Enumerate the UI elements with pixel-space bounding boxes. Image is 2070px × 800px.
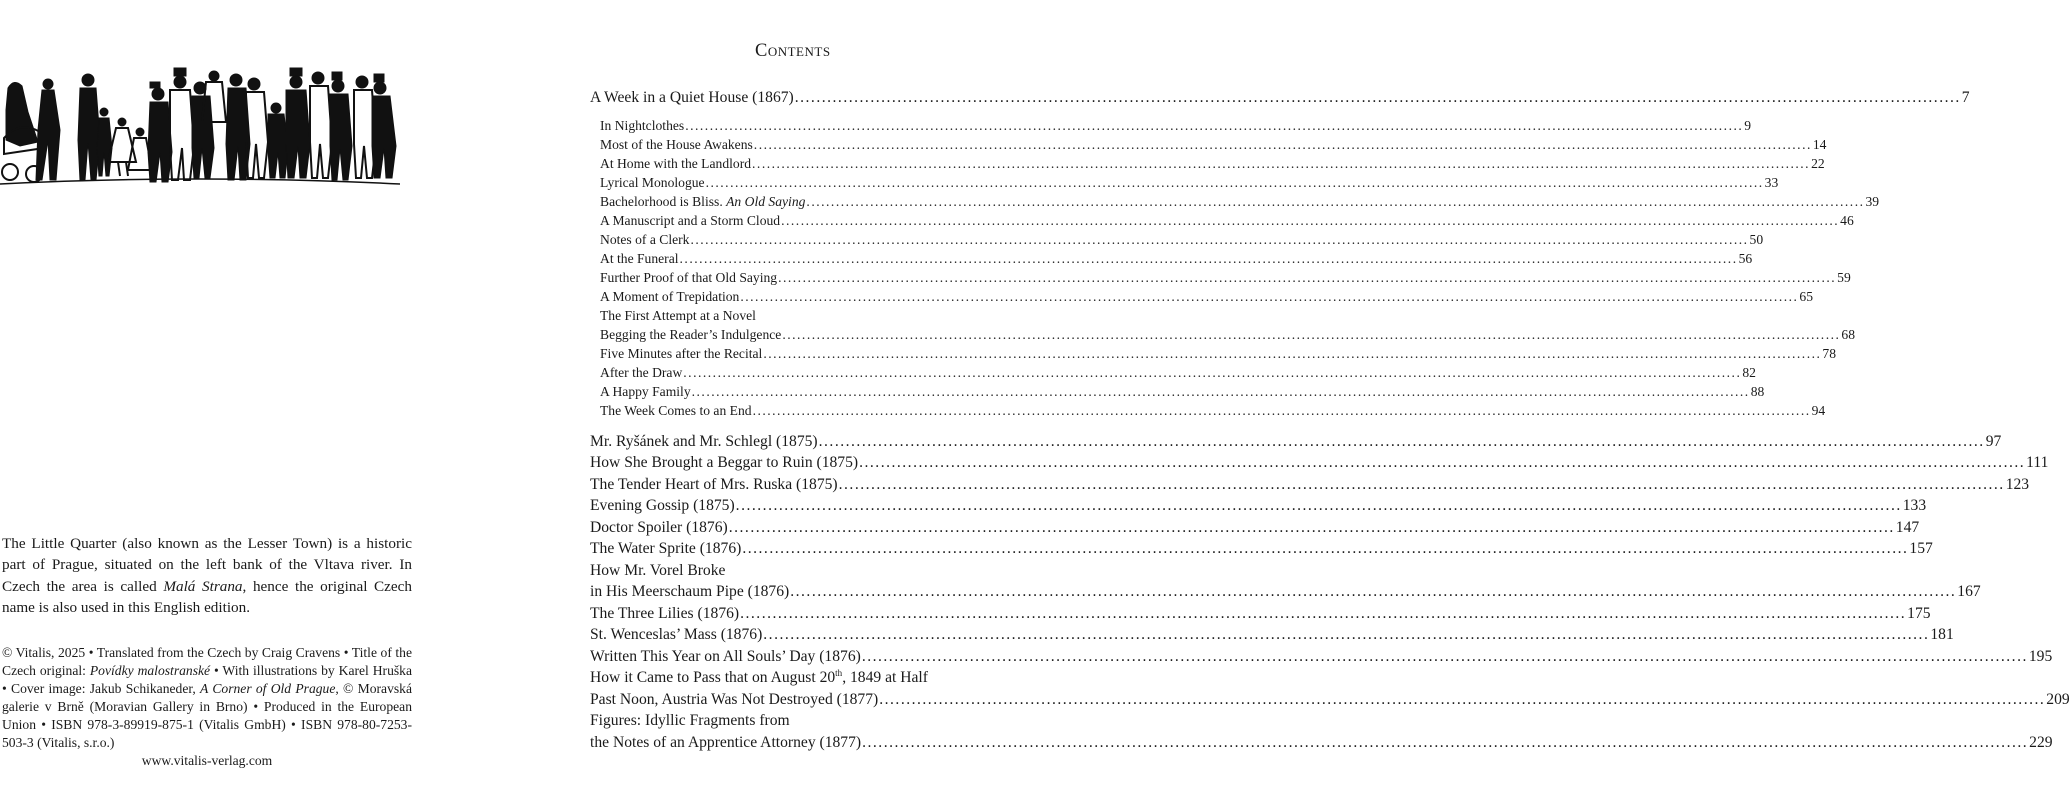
leader-dots xyxy=(879,691,2045,709)
colophon-original-title: Povídky malostranské xyxy=(89,662,211,678)
toc-subentry-title: A Happy Family xyxy=(600,384,691,399)
toc-subentry-page: 56 xyxy=(1738,251,1753,266)
leader-dots xyxy=(795,89,1961,107)
toc-entry-page: 7 xyxy=(1961,89,1970,106)
toc-subentry-page: 82 xyxy=(1742,365,1756,380)
toc-entry[interactable] xyxy=(590,691,2070,712)
colophon-text-1: © Vitalis, 2025 • Translated from the Czech by Craig Cravens • Title of the Czech original: xyxy=(2,644,412,678)
toc-subentry-title: Further Proof of that Old Saying xyxy=(600,270,778,285)
toc-subentry-title[interactable]: The First Attempt at a Novel xyxy=(600,308,756,323)
toc-subentry[interactable] xyxy=(600,384,1765,403)
toc-entry-page: 209 xyxy=(2046,691,2070,708)
leader-dots xyxy=(819,433,1985,451)
toc-subentry[interactable] xyxy=(600,270,1851,289)
toc-subentry-page: 33 xyxy=(1764,175,1779,190)
toc-subentry-title: The Week Comes to an End xyxy=(600,403,752,418)
toc-entry-title: Past Noon, Austria Was Not Destroyed (1877) xyxy=(590,691,879,708)
note-text-1: The Little Quarter (also known as the Lesser Town) is a historic part of Prague, situated on the left bank of the Vltava river. In Czech the area is called xyxy=(2,535,412,595)
toc-entry-page: 229 xyxy=(2029,734,2053,751)
toc-entry-title[interactable] xyxy=(590,669,1001,690)
leader-dots xyxy=(685,118,1743,134)
leader-dots xyxy=(753,403,1811,419)
toc-entry[interactable] xyxy=(590,583,1981,604)
toc-entry-page: 123 xyxy=(2005,476,2030,493)
toc-subentry-title xyxy=(600,194,805,210)
toc-entry-title-part2: , 1849 at Half xyxy=(842,669,928,686)
toc-entry-title: in His Meerschaum Pipe (1876) xyxy=(590,583,790,600)
toc-entry[interactable] xyxy=(590,476,2030,497)
toc-entry-title: A Week in a Quiet House (1867) xyxy=(590,89,794,106)
toc-subentry[interactable] xyxy=(600,403,1826,422)
toc-entry-page: 157 xyxy=(1909,540,1933,557)
leader-dots xyxy=(839,476,2005,494)
contents-heading: Contents xyxy=(755,41,831,61)
toc-entry-page: 133 xyxy=(1902,497,1927,514)
toc-subentry-title-italic: An Old Saying xyxy=(726,194,806,209)
street-crowd-illustration xyxy=(0,68,405,188)
leader-dots xyxy=(754,137,1812,153)
leader-dots xyxy=(692,384,1750,400)
toc-entry-title-part1: How it Came to Pass that on August 20 xyxy=(590,669,836,686)
toc-subentry-title: Notes of a Clerk xyxy=(600,232,690,247)
leader-dots xyxy=(781,213,1839,229)
toc-entry[interactable] xyxy=(590,519,1920,540)
toc-entry-title: the Notes of an Apprentice Attorney (1877) xyxy=(590,734,862,751)
toc-entry-title: Written This Year on All Souls’ Day (1876) xyxy=(590,648,861,665)
leader-dots xyxy=(790,583,1956,601)
leader-dots xyxy=(862,648,2028,666)
colophon xyxy=(2,644,412,771)
leader-dots xyxy=(782,327,1840,343)
ordinal-suffix: th xyxy=(835,667,843,678)
toc-subentry-page: 94 xyxy=(1811,403,1826,418)
toc-entry-title[interactable]: How Mr. Vorel Broke xyxy=(590,562,726,579)
leader-dots xyxy=(752,156,1810,172)
toc-subentry[interactable] xyxy=(600,137,1827,156)
toc-entry-title: Mr. Ryšánek and Mr. Schlegl (1875) xyxy=(590,433,818,450)
toc-entry-title: St. Wenceslas’ Mass (1876) xyxy=(590,626,763,643)
toc-subentry-title: Five Minutes after the Recital xyxy=(600,346,763,361)
leader-dots xyxy=(763,626,1929,644)
toc-entry-page: 167 xyxy=(1957,583,1981,600)
toc-subentry-page: 9 xyxy=(1744,118,1752,133)
leader-dots xyxy=(859,454,2025,472)
toc-entry-title[interactable]: Figures: Idyllic Fragments from xyxy=(590,712,790,729)
leader-dots xyxy=(690,232,1748,248)
toc-entry[interactable] xyxy=(590,89,1970,110)
toc-entry-title: The Three Lilies (1876) xyxy=(590,605,740,622)
toc-subentry-title: At Home with the Landlord xyxy=(600,156,752,171)
toc-subentry-page: 78 xyxy=(1822,346,1836,361)
malastrana-note xyxy=(2,533,412,618)
toc-subentry-title: At the Funeral xyxy=(600,251,679,266)
toc-subentry[interactable] xyxy=(600,175,1779,194)
toc-subentry-page: 46 xyxy=(1840,213,1854,228)
leader-dots xyxy=(740,289,1798,305)
toc-subentry-page: 65 xyxy=(1799,289,1813,304)
leader-dots xyxy=(742,540,1908,558)
toc-entry[interactable] xyxy=(590,605,1931,626)
note-text-2: , hence the original Czech name is also used in this English edition. xyxy=(2,577,412,617)
toc-subentry-page: 50 xyxy=(1749,232,1764,247)
toc-subentry-title: After the Draw xyxy=(600,365,683,380)
leader-dots xyxy=(683,365,1741,381)
toc-entry[interactable] xyxy=(590,734,2053,755)
toc-subentry[interactable] xyxy=(600,289,1813,308)
toc-subentry[interactable] xyxy=(600,156,1825,175)
toc-entry-page: 181 xyxy=(1930,626,1954,643)
leader-dots xyxy=(740,605,1906,623)
toc-entry[interactable] xyxy=(590,497,1927,518)
toc-entry-title: The Tender Heart of Mrs. Ruska (1875) xyxy=(590,476,838,493)
toc-entry[interactable] xyxy=(590,648,2053,669)
leader-dots xyxy=(806,194,1864,210)
leader-dots xyxy=(778,270,1836,286)
publisher-website[interactable]: www.vitalis-verlag.com xyxy=(141,753,273,769)
toc-subentry-title-plain: Bachelorhood is Bliss. xyxy=(600,194,727,209)
toc-subentry-page: 88 xyxy=(1750,384,1765,399)
toc-subentry-page: 68 xyxy=(1841,327,1855,342)
toc-subentry-title: A Manuscript and a Storm Cloud xyxy=(600,213,781,228)
leader-dots xyxy=(680,251,1738,267)
leader-dots xyxy=(862,734,2028,752)
toc-subentry-title: In Nightclothes xyxy=(600,118,685,133)
toc-subentry[interactable] xyxy=(600,194,1880,213)
toc-subentry-title: A Moment of Trepidation xyxy=(600,289,740,304)
colophon-text-3: , © Moravská galerie v Brně (Moravian Gallery in Brno) • Produced in the European Union • ISBN 978-3-89919-875-1 (Vitalis GmbH) • ISBN 978-80-7253-503-3 (Vitalis, s.r.o.) xyxy=(2,680,412,751)
toc-entry-title: Evening Gossip (1875) xyxy=(590,497,735,514)
toc-entry[interactable] xyxy=(590,626,1954,647)
toc-entry[interactable] xyxy=(590,454,2049,475)
toc-subentry[interactable] xyxy=(600,365,1756,384)
toc-entry-title: Doctor Spoiler (1876) xyxy=(590,519,728,536)
note-emphasis: Malá Strana xyxy=(163,577,243,595)
toc-subentry-page: 59 xyxy=(1837,270,1851,285)
toc-subentry-page: 39 xyxy=(1865,194,1880,209)
toc-subentry[interactable] xyxy=(600,346,1836,365)
toc-subentry[interactable] xyxy=(600,251,1753,270)
toc-subentry-page: 22 xyxy=(1811,156,1825,171)
leader-dots xyxy=(729,519,1895,537)
toc-entry-page: 175 xyxy=(1907,605,1931,622)
toc-entry-title: How She Brought a Beggar to Ruin (1875) xyxy=(590,454,859,471)
colophon-cover-title: A Corner of Old Prague xyxy=(200,680,336,696)
toc-subentry[interactable] xyxy=(600,213,1854,232)
leader-dots xyxy=(763,346,1821,362)
toc-entry-page: 111 xyxy=(2026,454,2049,471)
left-page xyxy=(0,0,500,800)
leader-dots xyxy=(736,497,1902,515)
toc-entry[interactable] xyxy=(590,433,2002,454)
leader-dots xyxy=(706,175,1764,191)
toc-subentry-page: 14 xyxy=(1812,137,1827,152)
colophon-text-2: • With illustrations by Karel Hruška • Cover image: Jakub Schikaneder, xyxy=(2,662,412,696)
toc-subentry-title: Lyrical Monologue xyxy=(600,175,705,190)
toc-subentry[interactable] xyxy=(600,327,1855,346)
toc-entry-page: 97 xyxy=(1985,433,2002,450)
toc-entry[interactable] xyxy=(590,540,1933,561)
toc-subentry-title: Begging the Reader’s Indulgence xyxy=(600,327,782,342)
toc-entry-page: 195 xyxy=(2028,648,2053,665)
toc-entry-page: 147 xyxy=(1895,519,1920,536)
toc-entry-title: The Water Sprite (1876) xyxy=(590,540,742,557)
toc-subentry[interactable] xyxy=(600,232,1764,251)
toc-subentry[interactable] xyxy=(600,118,1752,137)
toc-subentry-title: Most of the House Awakens xyxy=(600,137,753,152)
